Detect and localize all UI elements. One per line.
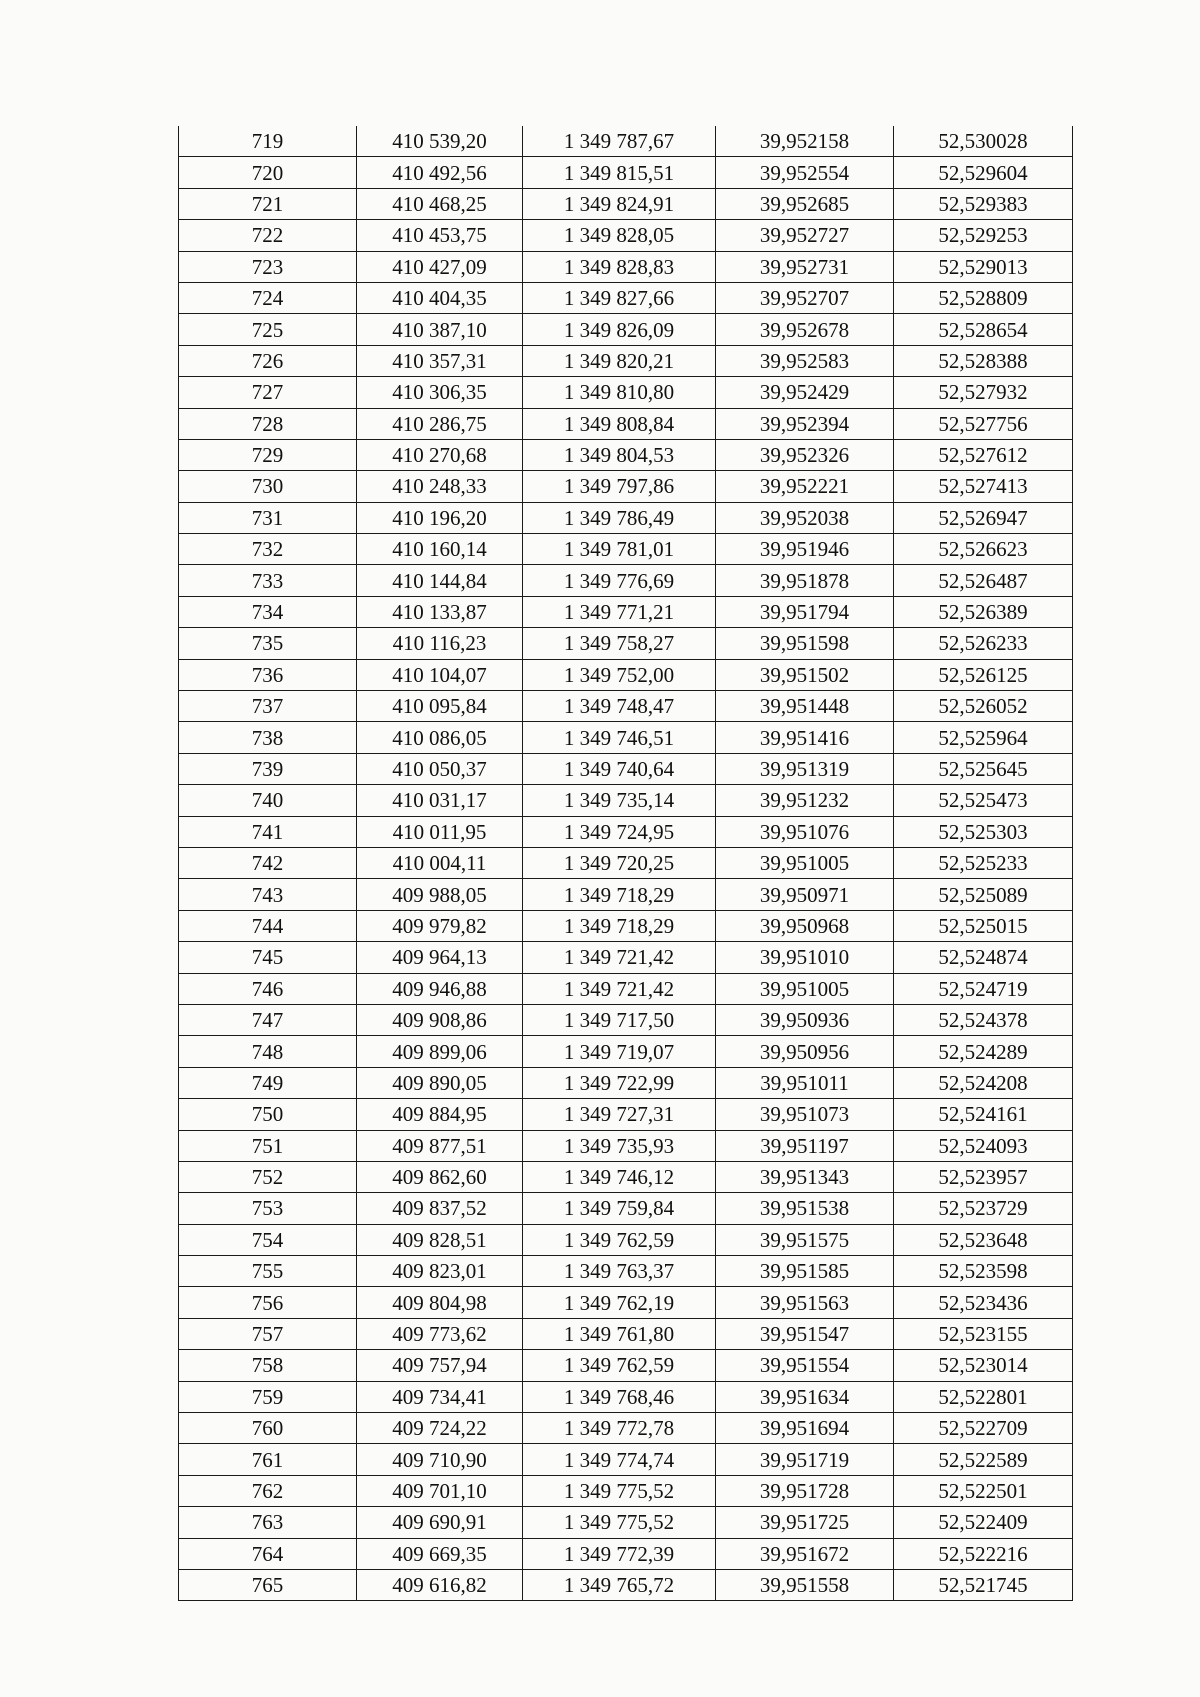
longitude-cell: 39,951232 (716, 785, 894, 816)
y-coordinate-cell: 1 349 775,52 (523, 1475, 716, 1506)
table-row (179, 534, 1073, 565)
latitude-cell: 52,525645 (894, 753, 1073, 784)
y-coordinate-cell: 1 349 797,86 (523, 471, 716, 502)
latitude-cell: 52,524289 (894, 1036, 1073, 1067)
point-number-cell: 758 (179, 1350, 357, 1381)
table-row (179, 816, 1073, 847)
table-row (179, 1130, 1073, 1161)
latitude-cell: 52,525089 (894, 879, 1073, 910)
table-row (179, 628, 1073, 659)
x-coordinate-cell: 409 823,01 (357, 1256, 523, 1287)
point-number-cell: 727 (179, 377, 357, 408)
point-number-cell: 726 (179, 345, 357, 376)
longitude-cell: 39,952678 (716, 314, 894, 345)
latitude-cell: 52,524161 (894, 1099, 1073, 1130)
x-coordinate-cell: 410 095,84 (357, 691, 523, 722)
longitude-cell: 39,951343 (716, 1161, 894, 1192)
latitude-cell: 52,523648 (894, 1224, 1073, 1255)
y-coordinate-cell: 1 349 775,52 (523, 1507, 716, 1538)
point-number-cell: 747 (179, 1004, 357, 1035)
longitude-cell: 39,952326 (716, 439, 894, 470)
longitude-cell: 39,951010 (716, 942, 894, 973)
longitude-cell: 39,951598 (716, 628, 894, 659)
table-row (179, 1161, 1073, 1192)
point-number-cell: 764 (179, 1538, 357, 1569)
point-number-cell: 756 (179, 1287, 357, 1318)
longitude-cell: 39,951416 (716, 722, 894, 753)
longitude-cell: 39,952731 (716, 251, 894, 282)
x-coordinate-cell: 409 804,98 (357, 1287, 523, 1318)
longitude-cell: 39,952583 (716, 345, 894, 376)
latitude-cell: 52,526389 (894, 596, 1073, 627)
longitude-cell: 39,951728 (716, 1475, 894, 1506)
table-row (179, 282, 1073, 313)
y-coordinate-cell: 1 349 727,31 (523, 1099, 716, 1130)
y-coordinate-cell: 1 349 771,21 (523, 596, 716, 627)
y-coordinate-cell: 1 349 763,37 (523, 1256, 716, 1287)
x-coordinate-cell: 410 306,35 (357, 377, 523, 408)
table-row (179, 377, 1073, 408)
y-coordinate-cell: 1 349 772,78 (523, 1413, 716, 1444)
longitude-cell: 39,951011 (716, 1067, 894, 1098)
latitude-cell: 52,522409 (894, 1507, 1073, 1538)
latitude-cell: 52,525233 (894, 847, 1073, 878)
point-number-cell: 729 (179, 439, 357, 470)
point-number-cell: 746 (179, 973, 357, 1004)
longitude-cell: 39,952685 (716, 188, 894, 219)
x-coordinate-cell: 410 116,23 (357, 628, 523, 659)
y-coordinate-cell: 1 349 722,99 (523, 1067, 716, 1098)
latitude-cell: 52,529604 (894, 157, 1073, 188)
table-row (179, 785, 1073, 816)
y-coordinate-cell: 1 349 828,05 (523, 220, 716, 251)
x-coordinate-cell: 410 248,33 (357, 471, 523, 502)
latitude-cell: 52,523729 (894, 1193, 1073, 1224)
x-coordinate-cell: 409 862,60 (357, 1161, 523, 1192)
longitude-cell: 39,952554 (716, 157, 894, 188)
y-coordinate-cell: 1 349 752,00 (523, 659, 716, 690)
y-coordinate-cell: 1 349 718,29 (523, 879, 716, 910)
y-coordinate-cell: 1 349 772,39 (523, 1538, 716, 1569)
y-coordinate-cell: 1 349 826,09 (523, 314, 716, 345)
table-row (179, 942, 1073, 973)
table-row (179, 251, 1073, 282)
point-number-cell: 755 (179, 1256, 357, 1287)
latitude-cell: 52,525303 (894, 816, 1073, 847)
y-coordinate-cell: 1 349 735,93 (523, 1130, 716, 1161)
y-coordinate-cell: 1 349 774,74 (523, 1444, 716, 1475)
table-row (179, 973, 1073, 1004)
point-number-cell: 742 (179, 847, 357, 878)
latitude-cell: 52,526623 (894, 534, 1073, 565)
x-coordinate-cell: 410 539,20 (357, 126, 523, 157)
latitude-cell: 52,524208 (894, 1067, 1073, 1098)
x-coordinate-cell: 410 004,11 (357, 847, 523, 878)
longitude-cell: 39,951547 (716, 1318, 894, 1349)
longitude-cell: 39,951076 (716, 816, 894, 847)
table-row (179, 1099, 1073, 1130)
y-coordinate-cell: 1 349 781,01 (523, 534, 716, 565)
point-number-cell: 724 (179, 282, 357, 313)
longitude-cell: 39,952727 (716, 220, 894, 251)
table-row (179, 691, 1073, 722)
y-coordinate-cell: 1 349 746,51 (523, 722, 716, 753)
point-number-cell: 738 (179, 722, 357, 753)
x-coordinate-cell: 409 837,52 (357, 1193, 523, 1224)
x-coordinate-cell: 409 946,88 (357, 973, 523, 1004)
point-number-cell: 745 (179, 942, 357, 973)
table-row (179, 1067, 1073, 1098)
x-coordinate-cell: 410 387,10 (357, 314, 523, 345)
latitude-cell: 52,524874 (894, 942, 1073, 973)
latitude-cell: 52,526487 (894, 565, 1073, 596)
point-number-cell: 752 (179, 1161, 357, 1192)
latitude-cell: 52,522501 (894, 1475, 1073, 1506)
latitude-cell: 52,526233 (894, 628, 1073, 659)
longitude-cell: 39,951794 (716, 596, 894, 627)
table-row (179, 1381, 1073, 1412)
longitude-cell: 39,951672 (716, 1538, 894, 1569)
x-coordinate-cell: 409 964,13 (357, 942, 523, 973)
longitude-cell: 39,951634 (716, 1381, 894, 1412)
point-number-cell: 750 (179, 1099, 357, 1130)
latitude-cell: 52,528654 (894, 314, 1073, 345)
latitude-cell: 52,529013 (894, 251, 1073, 282)
longitude-cell: 39,950936 (716, 1004, 894, 1035)
table-row (179, 1193, 1073, 1224)
longitude-cell: 39,950968 (716, 910, 894, 941)
y-coordinate-cell: 1 349 762,19 (523, 1287, 716, 1318)
x-coordinate-cell: 410 468,25 (357, 188, 523, 219)
longitude-cell: 39,952038 (716, 502, 894, 533)
x-coordinate-cell: 409 724,22 (357, 1413, 523, 1444)
coordinates-table-body (179, 126, 1073, 1601)
latitude-cell: 52,526947 (894, 502, 1073, 533)
table-row (179, 1224, 1073, 1255)
y-coordinate-cell: 1 349 810,80 (523, 377, 716, 408)
x-coordinate-cell: 410 196,20 (357, 502, 523, 533)
latitude-cell: 52,523957 (894, 1161, 1073, 1192)
x-coordinate-cell: 410 133,87 (357, 596, 523, 627)
y-coordinate-cell: 1 349 824,91 (523, 188, 716, 219)
point-number-cell: 765 (179, 1569, 357, 1600)
latitude-cell: 52,523014 (894, 1350, 1073, 1381)
latitude-cell: 52,524719 (894, 973, 1073, 1004)
table-row (179, 1350, 1073, 1381)
y-coordinate-cell: 1 349 776,69 (523, 565, 716, 596)
x-coordinate-cell: 410 086,05 (357, 722, 523, 753)
x-coordinate-cell: 410 104,07 (357, 659, 523, 690)
table-row (179, 753, 1073, 784)
longitude-cell: 39,951319 (716, 753, 894, 784)
longitude-cell: 39,952429 (716, 377, 894, 408)
y-coordinate-cell: 1 349 746,12 (523, 1161, 716, 1192)
x-coordinate-cell: 409 884,95 (357, 1099, 523, 1130)
point-number-cell: 734 (179, 596, 357, 627)
longitude-cell: 39,951563 (716, 1287, 894, 1318)
longitude-cell: 39,951946 (716, 534, 894, 565)
longitude-cell: 39,950971 (716, 879, 894, 910)
table-row (179, 126, 1073, 157)
y-coordinate-cell: 1 349 787,67 (523, 126, 716, 157)
latitude-cell: 52,525015 (894, 910, 1073, 941)
longitude-cell: 39,951585 (716, 1256, 894, 1287)
x-coordinate-cell: 410 286,75 (357, 408, 523, 439)
y-coordinate-cell: 1 349 762,59 (523, 1350, 716, 1381)
longitude-cell: 39,951005 (716, 973, 894, 1004)
point-number-cell: 719 (179, 126, 357, 157)
latitude-cell: 52,521745 (894, 1569, 1073, 1600)
longitude-cell: 39,951878 (716, 565, 894, 596)
latitude-cell: 52,525964 (894, 722, 1073, 753)
latitude-cell: 52,530028 (894, 126, 1073, 157)
x-coordinate-cell: 410 357,31 (357, 345, 523, 376)
point-number-cell: 754 (179, 1224, 357, 1255)
y-coordinate-cell: 1 349 820,21 (523, 345, 716, 376)
longitude-cell: 39,951448 (716, 691, 894, 722)
point-number-cell: 761 (179, 1444, 357, 1475)
table-row (179, 1413, 1073, 1444)
x-coordinate-cell: 410 453,75 (357, 220, 523, 251)
y-coordinate-cell: 1 349 804,53 (523, 439, 716, 470)
longitude-cell: 39,951558 (716, 1569, 894, 1600)
x-coordinate-cell: 409 701,10 (357, 1475, 523, 1506)
point-number-cell: 728 (179, 408, 357, 439)
point-number-cell: 741 (179, 816, 357, 847)
table-row (179, 1004, 1073, 1035)
latitude-cell: 52,524093 (894, 1130, 1073, 1161)
point-number-cell: 736 (179, 659, 357, 690)
latitude-cell: 52,523436 (894, 1287, 1073, 1318)
latitude-cell: 52,526125 (894, 659, 1073, 690)
longitude-cell: 39,951538 (716, 1193, 894, 1224)
table-row (179, 188, 1073, 219)
x-coordinate-cell: 409 908,86 (357, 1004, 523, 1035)
latitude-cell: 52,527756 (894, 408, 1073, 439)
table-row (179, 847, 1073, 878)
table-row (179, 879, 1073, 910)
latitude-cell: 52,525473 (894, 785, 1073, 816)
point-number-cell: 730 (179, 471, 357, 502)
table-row (179, 1569, 1073, 1600)
table-row (179, 502, 1073, 533)
y-coordinate-cell: 1 349 828,83 (523, 251, 716, 282)
point-number-cell: 762 (179, 1475, 357, 1506)
x-coordinate-cell: 410 031,17 (357, 785, 523, 816)
longitude-cell: 39,951197 (716, 1130, 894, 1161)
x-coordinate-cell: 409 988,05 (357, 879, 523, 910)
y-coordinate-cell: 1 349 827,66 (523, 282, 716, 313)
y-coordinate-cell: 1 349 719,07 (523, 1036, 716, 1067)
y-coordinate-cell: 1 349 720,25 (523, 847, 716, 878)
table-row (179, 220, 1073, 251)
longitude-cell: 39,951502 (716, 659, 894, 690)
table-row (179, 596, 1073, 627)
longitude-cell: 39,951554 (716, 1350, 894, 1381)
y-coordinate-cell: 1 349 721,42 (523, 973, 716, 1004)
y-coordinate-cell: 1 349 740,64 (523, 753, 716, 784)
x-coordinate-cell: 410 427,09 (357, 251, 523, 282)
latitude-cell: 52,528388 (894, 345, 1073, 376)
y-coordinate-cell: 1 349 765,72 (523, 1569, 716, 1600)
point-number-cell: 733 (179, 565, 357, 596)
table-row (179, 1287, 1073, 1318)
x-coordinate-cell: 409 734,41 (357, 1381, 523, 1412)
point-number-cell: 743 (179, 879, 357, 910)
y-coordinate-cell: 1 349 717,50 (523, 1004, 716, 1035)
table-row (179, 157, 1073, 188)
table-row (179, 910, 1073, 941)
point-number-cell: 739 (179, 753, 357, 784)
y-coordinate-cell: 1 349 808,84 (523, 408, 716, 439)
point-number-cell: 744 (179, 910, 357, 941)
point-number-cell: 722 (179, 220, 357, 251)
x-coordinate-cell: 409 828,51 (357, 1224, 523, 1255)
point-number-cell: 751 (179, 1130, 357, 1161)
table-row (179, 314, 1073, 345)
point-number-cell: 740 (179, 785, 357, 816)
latitude-cell: 52,526052 (894, 691, 1073, 722)
y-coordinate-cell: 1 349 758,27 (523, 628, 716, 659)
table-row (179, 1507, 1073, 1538)
y-coordinate-cell: 1 349 761,80 (523, 1318, 716, 1349)
x-coordinate-cell: 410 492,56 (357, 157, 523, 188)
longitude-cell: 39,951073 (716, 1099, 894, 1130)
table-row (179, 1036, 1073, 1067)
point-number-cell: 759 (179, 1381, 357, 1412)
table-row (179, 1444, 1073, 1475)
y-coordinate-cell: 1 349 721,42 (523, 942, 716, 973)
longitude-cell: 39,950956 (716, 1036, 894, 1067)
table-row (179, 439, 1073, 470)
point-number-cell: 732 (179, 534, 357, 565)
longitude-cell: 39,951725 (716, 1507, 894, 1538)
point-number-cell: 735 (179, 628, 357, 659)
table-row (179, 1318, 1073, 1349)
x-coordinate-cell: 410 011,95 (357, 816, 523, 847)
y-coordinate-cell: 1 349 735,14 (523, 785, 716, 816)
point-number-cell: 749 (179, 1067, 357, 1098)
point-number-cell: 748 (179, 1036, 357, 1067)
point-number-cell: 763 (179, 1507, 357, 1538)
x-coordinate-cell: 410 050,37 (357, 753, 523, 784)
y-coordinate-cell: 1 349 718,29 (523, 910, 716, 941)
point-number-cell: 721 (179, 188, 357, 219)
table-row (179, 565, 1073, 596)
y-coordinate-cell: 1 349 762,59 (523, 1224, 716, 1255)
longitude-cell: 39,952221 (716, 471, 894, 502)
y-coordinate-cell: 1 349 815,51 (523, 157, 716, 188)
latitude-cell: 52,527612 (894, 439, 1073, 470)
latitude-cell: 52,527932 (894, 377, 1073, 408)
x-coordinate-cell: 410 160,14 (357, 534, 523, 565)
latitude-cell: 52,528809 (894, 282, 1073, 313)
point-number-cell: 723 (179, 251, 357, 282)
point-number-cell: 757 (179, 1318, 357, 1349)
y-coordinate-cell: 1 349 768,46 (523, 1381, 716, 1412)
longitude-cell: 39,951575 (716, 1224, 894, 1255)
longitude-cell: 39,951694 (716, 1413, 894, 1444)
point-number-cell: 737 (179, 691, 357, 722)
x-coordinate-cell: 409 616,82 (357, 1569, 523, 1600)
x-coordinate-cell: 409 773,62 (357, 1318, 523, 1349)
x-coordinate-cell: 409 757,94 (357, 1350, 523, 1381)
latitude-cell: 52,524378 (894, 1004, 1073, 1035)
x-coordinate-cell: 409 899,06 (357, 1036, 523, 1067)
x-coordinate-cell: 409 710,90 (357, 1444, 523, 1475)
x-coordinate-cell: 409 979,82 (357, 910, 523, 941)
latitude-cell: 52,529253 (894, 220, 1073, 251)
x-coordinate-cell: 409 690,91 (357, 1507, 523, 1538)
table-row (179, 1475, 1073, 1506)
latitude-cell: 52,522589 (894, 1444, 1073, 1475)
x-coordinate-cell: 409 890,05 (357, 1067, 523, 1098)
longitude-cell: 39,952707 (716, 282, 894, 313)
y-coordinate-cell: 1 349 759,84 (523, 1193, 716, 1224)
y-coordinate-cell: 1 349 724,95 (523, 816, 716, 847)
latitude-cell: 52,522709 (894, 1413, 1073, 1444)
x-coordinate-cell: 410 270,68 (357, 439, 523, 470)
point-number-cell: 720 (179, 157, 357, 188)
table-row (179, 471, 1073, 502)
longitude-cell: 39,952394 (716, 408, 894, 439)
latitude-cell: 52,522216 (894, 1538, 1073, 1569)
table-row (179, 345, 1073, 376)
table-row (179, 659, 1073, 690)
y-coordinate-cell: 1 349 748,47 (523, 691, 716, 722)
latitude-cell: 52,529383 (894, 188, 1073, 219)
x-coordinate-cell: 409 669,35 (357, 1538, 523, 1569)
latitude-cell: 52,523155 (894, 1318, 1073, 1349)
coordinates-table (178, 126, 1073, 1601)
x-coordinate-cell: 410 404,35 (357, 282, 523, 313)
longitude-cell: 39,951719 (716, 1444, 894, 1475)
table-row (179, 408, 1073, 439)
x-coordinate-cell: 409 877,51 (357, 1130, 523, 1161)
point-number-cell: 753 (179, 1193, 357, 1224)
latitude-cell: 52,527413 (894, 471, 1073, 502)
point-number-cell: 760 (179, 1413, 357, 1444)
latitude-cell: 52,523598 (894, 1256, 1073, 1287)
x-coordinate-cell: 410 144,84 (357, 565, 523, 596)
y-coordinate-cell: 1 349 786,49 (523, 502, 716, 533)
table-row (179, 1256, 1073, 1287)
table-row (179, 722, 1073, 753)
table-row (179, 1538, 1073, 1569)
point-number-cell: 725 (179, 314, 357, 345)
latitude-cell: 52,522801 (894, 1381, 1073, 1412)
longitude-cell: 39,952158 (716, 126, 894, 157)
point-number-cell: 731 (179, 502, 357, 533)
longitude-cell: 39,951005 (716, 847, 894, 878)
